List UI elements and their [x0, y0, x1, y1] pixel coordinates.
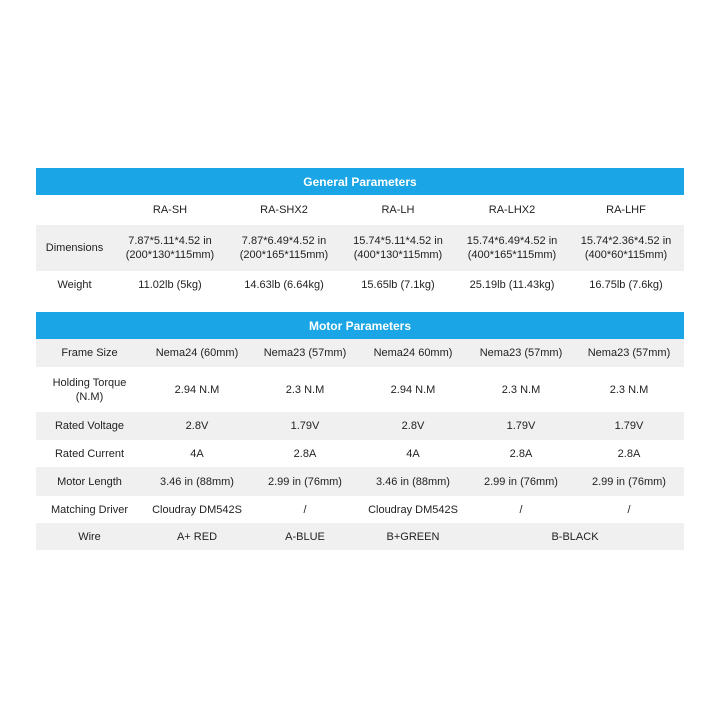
dimensions-cell: 7.87*6.49*4.52 in (200*165*115mm) [239, 235, 329, 261]
row-label-weight: Weight [57, 279, 92, 291]
matching-driver-cell: Cloudray DM542S [368, 503, 458, 516]
model-header-ra-lhf: RA-LHF [606, 204, 646, 216]
weight-cell: 16.75lb (7.6kg) [589, 279, 663, 291]
rated-voltage-cell: 2.8V [185, 420, 209, 432]
weight-cell: 14.63lb (6.64kg) [244, 279, 324, 291]
rated-current-cell: 4A [190, 447, 204, 460]
dimensions-cell: 15.74*2.36*4.52 in (400*60*115mm) [580, 235, 672, 261]
dimensions-cell: 15.74*6.49*4.52 in (400*165*115mm) [466, 235, 558, 261]
table-row-holding-torque [36, 367, 684, 412]
holding-torque-cell: 2.3 N.M [609, 383, 649, 396]
dimensions-cell: 7.87*5.11*4.52 in (200*130*115mm) [125, 235, 215, 261]
rated-voltage-cell: 1.79V [290, 420, 320, 432]
matching-driver-cell: / [303, 503, 307, 516]
rated-voltage-cell: 1.79V [614, 420, 644, 432]
motor-length-cell: 3.46 in (88mm) [160, 475, 234, 488]
motor-length-cell: 2.99 in (76mm) [592, 475, 666, 488]
table-row-wire [36, 523, 684, 550]
general-parameters-table [36, 168, 684, 299]
corner-cell [36, 195, 113, 225]
frame-size-cell: Nema23 (57mm) [587, 347, 671, 359]
table-row-frame-size [36, 339, 684, 367]
motor-parameters-header: Motor Parameters [36, 312, 684, 339]
rated-current-cell: 4A [406, 447, 420, 460]
table-row-weight [36, 271, 684, 299]
rated-voltage-cell: 1.79V [506, 420, 536, 432]
matching-driver-cell: / [519, 503, 523, 516]
table-row-rated-current [36, 440, 684, 467]
motor-length-cell: 2.99 in (76mm) [268, 475, 342, 488]
row-label-holding-torque: Holding Torque (N.M) [52, 376, 127, 403]
table-row-dimensions [36, 225, 684, 271]
weight-cell: 25.19lb (11.43kg) [469, 279, 555, 291]
matching-driver-cell: / [627, 503, 631, 516]
matching-driver-cell: Cloudray DM542S [152, 503, 242, 516]
model-header-ra-sh: RA-SH [152, 204, 188, 216]
frame-size-cell: Nema24 60mm) [373, 347, 453, 359]
row-label-matching-driver: Matching Driver [50, 503, 129, 516]
model-header-ra-shx2: RA-SHX2 [260, 204, 308, 216]
table-row-rated-voltage [36, 412, 684, 440]
rated-current-cell: 2.8A [293, 447, 317, 460]
rated-voltage-cell: 2.8V [401, 420, 425, 432]
wire-cell: A+ RED [176, 530, 218, 543]
frame-size-cell: Nema23 (57mm) [479, 347, 563, 359]
table-row-motor-length [36, 467, 684, 496]
holding-torque-cell: 2.3 N.M [501, 383, 541, 396]
row-label-motor-length: Motor Length [57, 475, 122, 488]
motor-parameters-table [36, 312, 684, 550]
motor-length-cell: 3.46 in (88mm) [376, 475, 450, 488]
holding-torque-cell: 2.3 N.M [285, 383, 325, 396]
row-label-wire: Wire [78, 530, 101, 543]
rated-current-cell: 2.8A [617, 447, 641, 460]
frame-size-cell: Nema24 (60mm) [155, 347, 239, 359]
wire-cell: A-BLUE [285, 530, 325, 543]
wire-cell: B+GREEN [386, 530, 440, 543]
row-label-dimensions: Dimensions [45, 242, 104, 254]
weight-cell: 11.02lb (5kg) [138, 279, 202, 291]
table-row-models [36, 195, 684, 225]
table-row-matching-driver [36, 496, 684, 523]
dimensions-cell: 15.74*5.11*4.52 in (400*130*115mm) [353, 235, 443, 261]
model-header-ra-lh: RA-LH [381, 204, 415, 216]
motor-length-cell: 2.99 in (76mm) [484, 475, 558, 488]
weight-cell: 15.65lb (7.1kg) [361, 279, 435, 291]
model-header-ra-lhx2: RA-LHX2 [488, 204, 536, 216]
general-parameters-header: General Parameters [36, 168, 684, 195]
row-label-rated-voltage: Rated Voltage [54, 420, 125, 432]
rated-current-cell: 2.8A [509, 447, 533, 460]
row-label-frame-size: Frame Size [61, 347, 118, 359]
wire-cell: B-BLACK [551, 530, 599, 543]
holding-torque-cell: 2.94 N.M [174, 383, 220, 396]
holding-torque-cell: 2.94 N.M [390, 383, 436, 396]
row-label-rated-current: Rated Current [54, 447, 125, 460]
frame-size-cell: Nema23 (57mm) [263, 347, 347, 359]
